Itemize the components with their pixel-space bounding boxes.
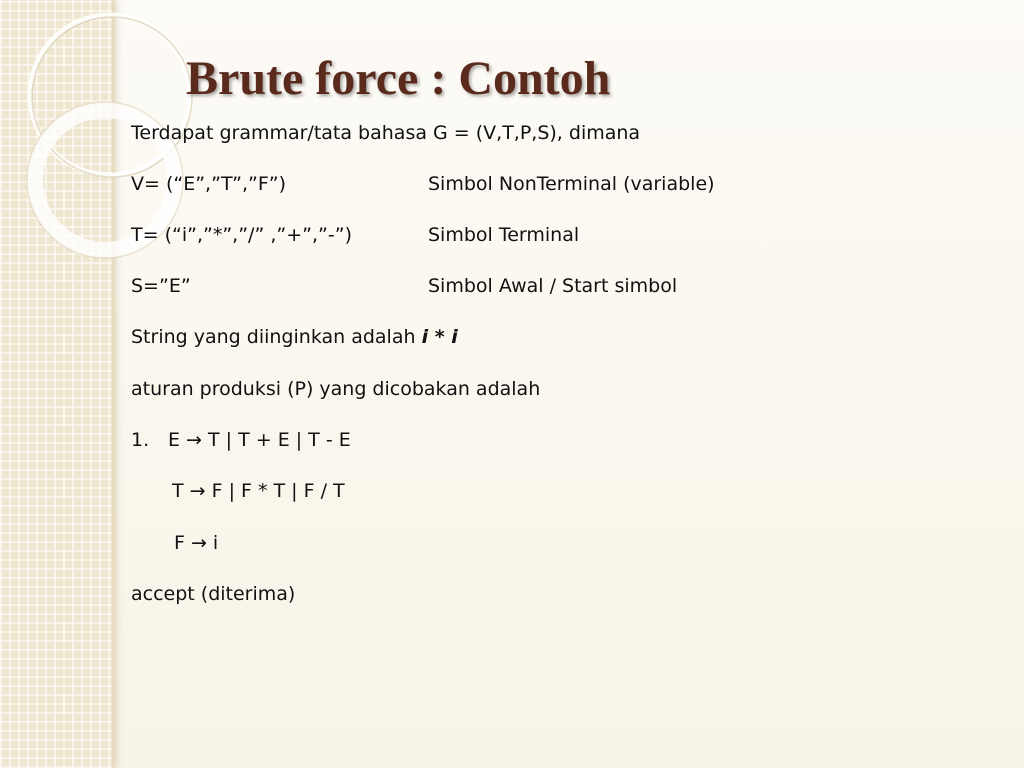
- v-description: Simbol NonTerminal (variable): [428, 173, 715, 195]
- intro-line: [131, 118, 640, 148]
- t-definition: T= (“i”,”*”,”/” ,”+”,”-”): [131, 224, 352, 246]
- intro-text: Terdapat grammar/tata bahasa G = (V,T,P,S), dimana: [131, 122, 641, 144]
- rule-line-2: [172, 476, 345, 506]
- rule-t: T → F | F * T | F / T: [172, 480, 345, 502]
- rule-line-1: [131, 425, 351, 455]
- s-definition-line: [131, 271, 991, 301]
- accept-text: accept (diterima): [131, 583, 296, 605]
- t-description: Simbol Terminal: [428, 224, 580, 246]
- target-string-value: i * i: [421, 326, 458, 348]
- target-string-label: String yang diinginkan adalah: [131, 326, 422, 348]
- rule-number: 1.: [131, 429, 150, 451]
- rule-line-3: [174, 528, 218, 558]
- slide-title: Brute force : Contoh: [186, 52, 611, 105]
- rules-intro-text: aturan produksi (P) yang dicobakan adalah: [131, 378, 541, 400]
- v-definition-line: [131, 169, 991, 199]
- target-string-line: [131, 322, 458, 352]
- v-definition: V= (“E”,”T”,”F”): [131, 173, 287, 195]
- rules-intro-line: [131, 374, 540, 404]
- s-definition: S=”E”: [131, 275, 191, 297]
- rule-f: F → i: [174, 532, 219, 554]
- t-definition-line: [131, 220, 991, 250]
- decorative-side-strip: [0, 0, 115, 768]
- s-description: Simbol Awal / Start simbol: [428, 275, 678, 297]
- accept-line: [131, 579, 295, 609]
- rule-e: E → T | T + E | T - E: [168, 429, 351, 451]
